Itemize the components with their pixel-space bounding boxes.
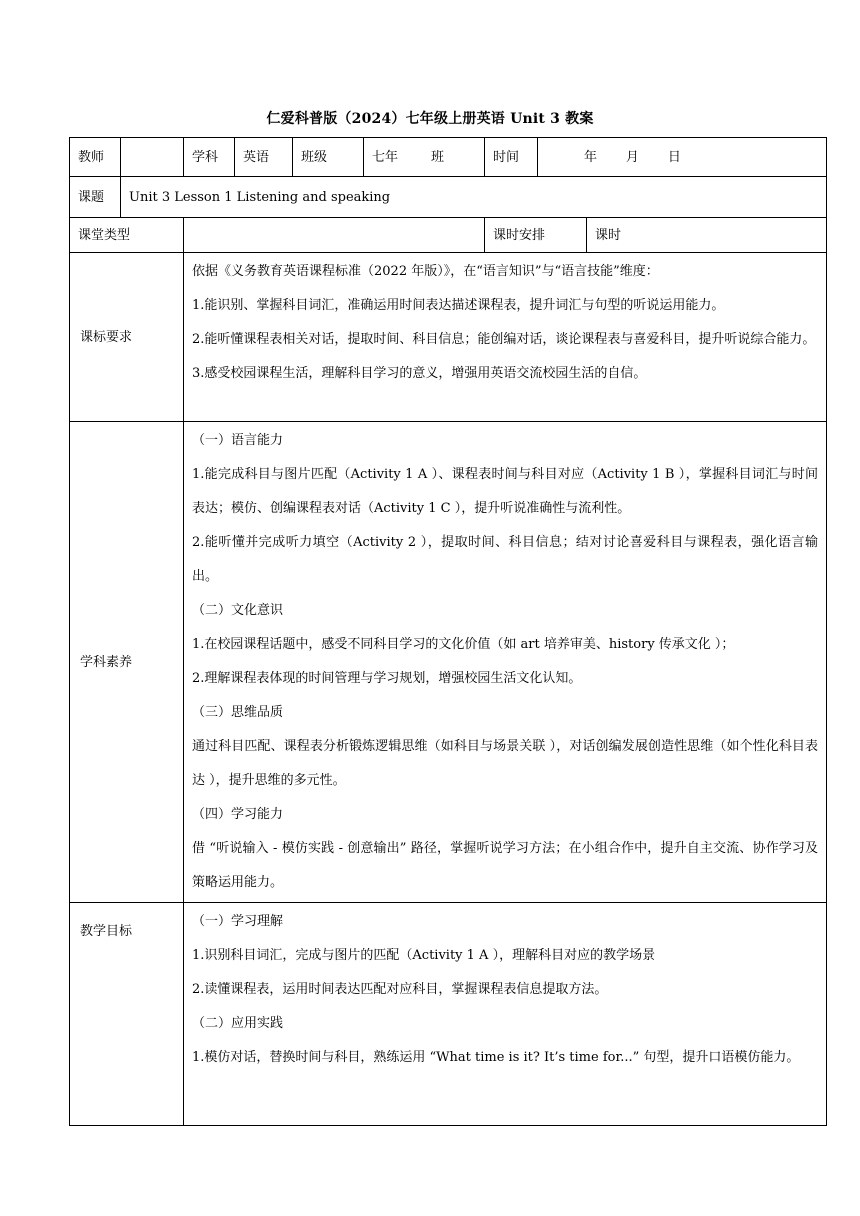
schedule-value: 课时: [587, 218, 827, 253]
literacy-line: 2.理解课程表体现的时间管理与学习规划，增强校园生活文化认知。: [192, 671, 582, 686]
class-type-row: [70, 218, 827, 253]
objectives-heading-practice: （二）应用实践: [192, 1016, 284, 1031]
standards-line: 3.感受校园课程生活，理解科目学习的意义，增强用英语交流校园生活的自信。: [192, 366, 647, 381]
objectives-line: 1.识别科目词汇，完成与图片的匹配（Activity 1 A ），理解科目对应的教学场景: [192, 948, 656, 963]
header-row: [70, 138, 827, 177]
time-value: 年 月 日: [538, 138, 827, 177]
objectives-heading-understanding: （一）学习理解: [192, 914, 284, 929]
standards-line: 2.能听懂课程表相关对话，提取时间、科目信息；能创编对话，谈论课程表与喜爱科目，提升听说综合能力。: [192, 332, 816, 347]
literacy-label: 学科素养: [70, 422, 184, 903]
standards-content: [184, 253, 827, 422]
time-label: 时间: [485, 138, 538, 177]
objectives-line: 2.读懂课程表，运用时间表达匹配对应科目，掌握课程表信息提取方法。: [192, 982, 608, 997]
topic-row: [70, 177, 827, 218]
literacy-line: 1.能完成科目与图片匹配（Activity 1 A ）、课程表时间与科目对应（Activity 1 B ），掌握科目词汇与时间表达；模仿、创编课程表对话（Activity 1 C ），提升听说准确性与流利性。: [192, 467, 819, 516]
objectives-content: [184, 903, 827, 1126]
standards-label: 课标要求: [70, 253, 184, 422]
teacher-label: 教师: [70, 138, 121, 177]
literacy-line: 通过科目匹配、课程表分析锻炼逻辑思维（如科目与场景关联 ），对话创编发展创造性思维（如个性化科目表达 ），提升思维的多元性。: [192, 739, 819, 788]
teacher-value: [121, 138, 184, 177]
standards-line: 依据《义务教育英语课程标准（2022 年版）》，在“语言知识”与“语言技能”维度：: [192, 264, 659, 279]
literacy-heading-learning: （四）学习能力: [192, 807, 284, 822]
topic-label: 课题: [70, 177, 121, 218]
literacy-row: [70, 422, 827, 903]
class-type-label: 课堂类型: [70, 218, 184, 253]
literacy-line: 借 “听说输入 - 模仿实践 - 创意输出” 路径，掌握听说学习方法；在小组合作中，提升自主交流、协作学习及策略运用能力。: [192, 841, 819, 890]
document-title: 仁爱科普版（2024）七年级上册英语 Unit 3 教案: [266, 111, 594, 127]
schedule-label: 课时安排: [485, 218, 587, 253]
subject-value: 英语: [235, 138, 293, 177]
standards-line: 1.能识别、掌握科目词汇，准确运用时间表达描述课程表，提升词汇与句型的听说运用能力。: [192, 298, 725, 313]
topic-value: Unit 3 Lesson 1 Listening and speaking: [121, 177, 827, 218]
literacy-content: [184, 422, 827, 903]
subject-label: 学科: [184, 138, 235, 177]
class-type-value: [184, 218, 485, 253]
objectives-row: [70, 903, 827, 1126]
objectives-line: 1.模仿对话，替换时间与科目，熟练运用 “What time is it? It’s time for...” 句型，提升口语模仿能力。: [192, 1050, 800, 1065]
lesson-plan-table: [69, 137, 827, 1126]
literacy-line: 1.在校园课程话题中，感受不同科目学习的文化价值（如 art 培养审美、history 传承文化 ）；: [192, 637, 735, 652]
objectives-label: 教学目标: [70, 903, 184, 1126]
literacy-heading-culture: （二）文化意识: [192, 603, 284, 618]
class-value: 七年 班: [364, 138, 485, 177]
literacy-heading-thinking: （三）思维品质: [192, 705, 284, 720]
standards-row: [70, 253, 827, 422]
literacy-heading-language: （一）语言能力: [192, 433, 284, 448]
class-label: 班级: [293, 138, 364, 177]
literacy-line: 2.能听懂并完成听力填空（Activity 2 ），提取时间、科目信息；结对讨论喜爱科目与课程表，强化语言输出。: [192, 535, 819, 584]
